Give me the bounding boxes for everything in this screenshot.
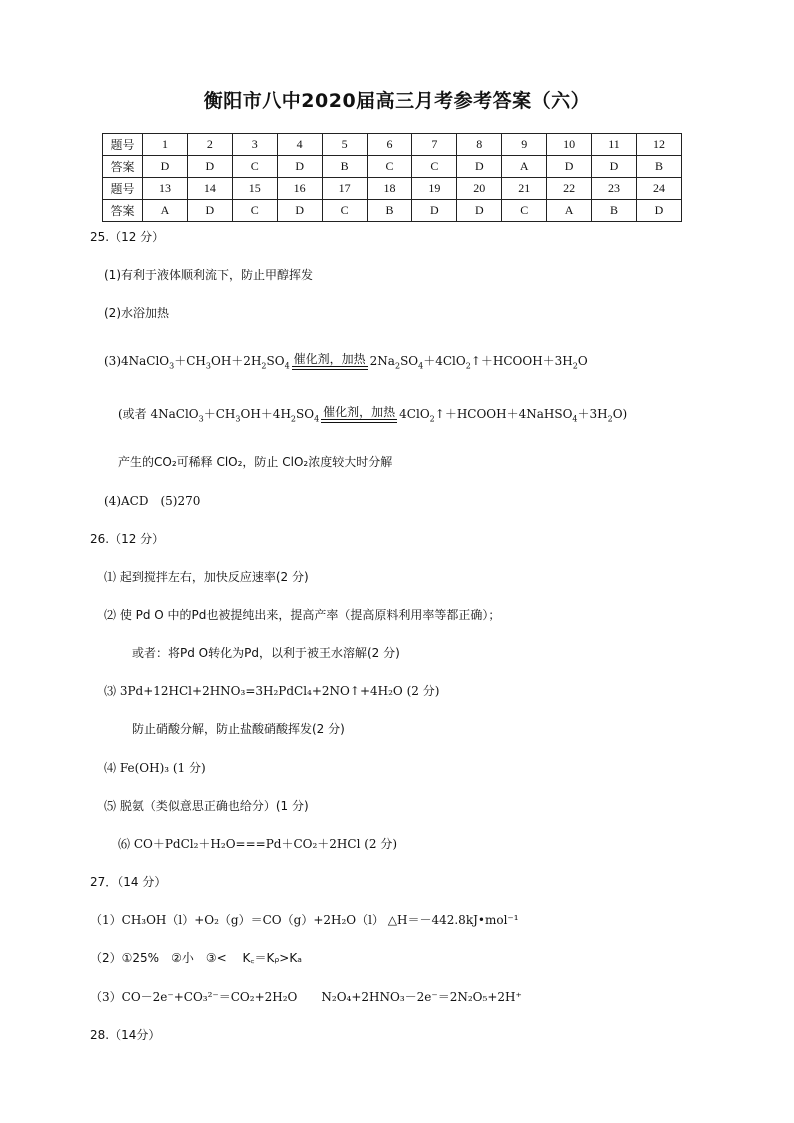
table-cell: 17 [322, 178, 367, 200]
q25-note: 产生的CO₂可稀释 ClO₂，防止 ClO₂浓度较大时分解 [118, 455, 393, 469]
table-cell: 21 [502, 178, 547, 200]
table-cell: 19 [412, 178, 457, 200]
table-cell: 12 [636, 134, 681, 156]
table-cell: D [592, 156, 637, 178]
table-cell: D [277, 156, 322, 178]
q27-answer-3: （3）CO－2e⁻+CO₃²⁻＝CO₂+2H₂O N₂O₄+2HNO₃－2e⁻＝2N₂O₅+2H⁺ [90, 990, 522, 1004]
page-title: 衡阳市八中2020届高三月考参考答案（六） [203, 90, 591, 112]
table-cell: 13 [143, 178, 188, 200]
reaction-condition-text: 催化剂，加热 [293, 352, 366, 367]
table-cell: A [547, 200, 592, 222]
table-cell: B [592, 200, 637, 222]
answer-table-row [103, 156, 682, 178]
answer-table-row [103, 178, 682, 200]
table-cell: D [277, 200, 322, 222]
table-cell: D [187, 200, 232, 222]
q26-answer-5: ⑸ 脱氨（类似意思正确也给分）(1 分) [104, 799, 309, 813]
answer-table [102, 133, 682, 222]
table-cell: B [367, 200, 412, 222]
reaction-condition-arrow [321, 405, 397, 423]
q26-answer-3: ⑶ 3Pd+12HCl+2HNO₃=3H₂PdCl₄+2NO↑+4H₂O (2 分) [104, 684, 440, 698]
table-cell: C [232, 156, 277, 178]
table-cell: C [412, 156, 457, 178]
table-cell: C [232, 200, 277, 222]
table-cell: 4 [277, 134, 322, 156]
row-label: 答案 [103, 156, 143, 178]
table-cell: 16 [277, 178, 322, 200]
q25-answer-2: (2)水浴加热 [104, 306, 169, 320]
answer-table-row [103, 134, 682, 156]
table-cell: D [187, 156, 232, 178]
table-cell: 14 [187, 178, 232, 200]
q27-heading: 27．（14 分） [90, 875, 167, 889]
row-label: 题号 [103, 178, 143, 200]
q25-answer-3-equation: $(3)4NaClO_3+CH_3OH+2H_2SO_4$ 催化剂，加热 $2Na_2SO_4+4ClO_2↑+HCOOH+3H_2O$ [104, 352, 588, 371]
q26-answer-2: ⑵ 使 Pd O 中的Pd也被提纯出来，提高产率（提高原料利用率等都正确）； [104, 608, 501, 622]
table-cell: C [367, 156, 412, 178]
table-cell: 23 [592, 178, 637, 200]
q28-heading: 28.（14分） [90, 1028, 161, 1042]
table-cell: 8 [457, 134, 502, 156]
table-cell: B [322, 156, 367, 178]
q26-answer-4: ⑷ Fe(OH)₃ (1 分) [104, 761, 206, 775]
table-cell: C [502, 200, 547, 222]
table-cell: 24 [636, 178, 681, 200]
table-cell: 22 [547, 178, 592, 200]
table-cell: C [322, 200, 367, 222]
table-cell: 20 [457, 178, 502, 200]
reaction-condition-text: 催化剂，加热 [323, 405, 396, 420]
table-cell: A [502, 156, 547, 178]
q26-heading: 26.（12 分） [90, 532, 165, 546]
row-label: 答案 [103, 200, 143, 222]
table-cell: 10 [547, 134, 592, 156]
table-cell: B [636, 156, 681, 178]
q27-answer-1: （1）CH₃OH（l）+O₂（g）＝CO（g）+2H₂O（l） △H＝－442.8kJ•mol⁻¹ [90, 913, 519, 927]
table-cell: 2 [187, 134, 232, 156]
table-cell: D [636, 200, 681, 222]
table-cell: D [143, 156, 188, 178]
q27-answer-2: （2）①25% ②小 ③< K꜀＝Kᵨ>Kₐ [90, 951, 302, 965]
reaction-condition-arrow [292, 352, 368, 370]
table-cell: 3 [232, 134, 277, 156]
q25-answer-4-5: (4)ACD (5)270 [104, 494, 201, 508]
table-cell: D [457, 200, 502, 222]
table-cell: 9 [502, 134, 547, 156]
table-cell: 15 [232, 178, 277, 200]
q26-answer-3-note: 防止硝酸分解，防止盐酸硝酸挥发(2 分) [132, 722, 345, 736]
table-cell: 18 [367, 178, 412, 200]
q26-answer-6: ⑹ CO＋PdCl₂＋H₂O===Pd＋CO₂＋2HCl (2 分) [118, 837, 398, 851]
table-cell: 7 [412, 134, 457, 156]
q25-answer-3-alternative: (或者 $4NaClO_3+CH_3OH+4H_2SO_4$ 催化剂，加热 $4ClO_2↑+HCOOH+4NaHSO_4+3H_2O$) [118, 405, 628, 424]
table-cell: 6 [367, 134, 412, 156]
table-cell: A [143, 200, 188, 222]
row-label: 题号 [103, 134, 143, 156]
q25-heading: 25.（12 分） [90, 230, 165, 244]
q26-answer-1: ⑴ 起到搅拌左右，加快反应速率(2 分) [104, 570, 309, 584]
table-cell: D [412, 200, 457, 222]
q25-answer-1: (1)有利于液体顺利流下，防止甲醇挥发 [104, 268, 313, 282]
answer-table-row [103, 200, 682, 222]
q26-answer-2-alt: 或者：将Pd O转化为Pd，以利于被王水溶解(2 分) [132, 646, 400, 660]
table-cell: D [547, 156, 592, 178]
table-cell: 1 [143, 134, 188, 156]
table-cell: 5 [322, 134, 367, 156]
table-cell: D [457, 156, 502, 178]
table-cell: 11 [592, 134, 637, 156]
